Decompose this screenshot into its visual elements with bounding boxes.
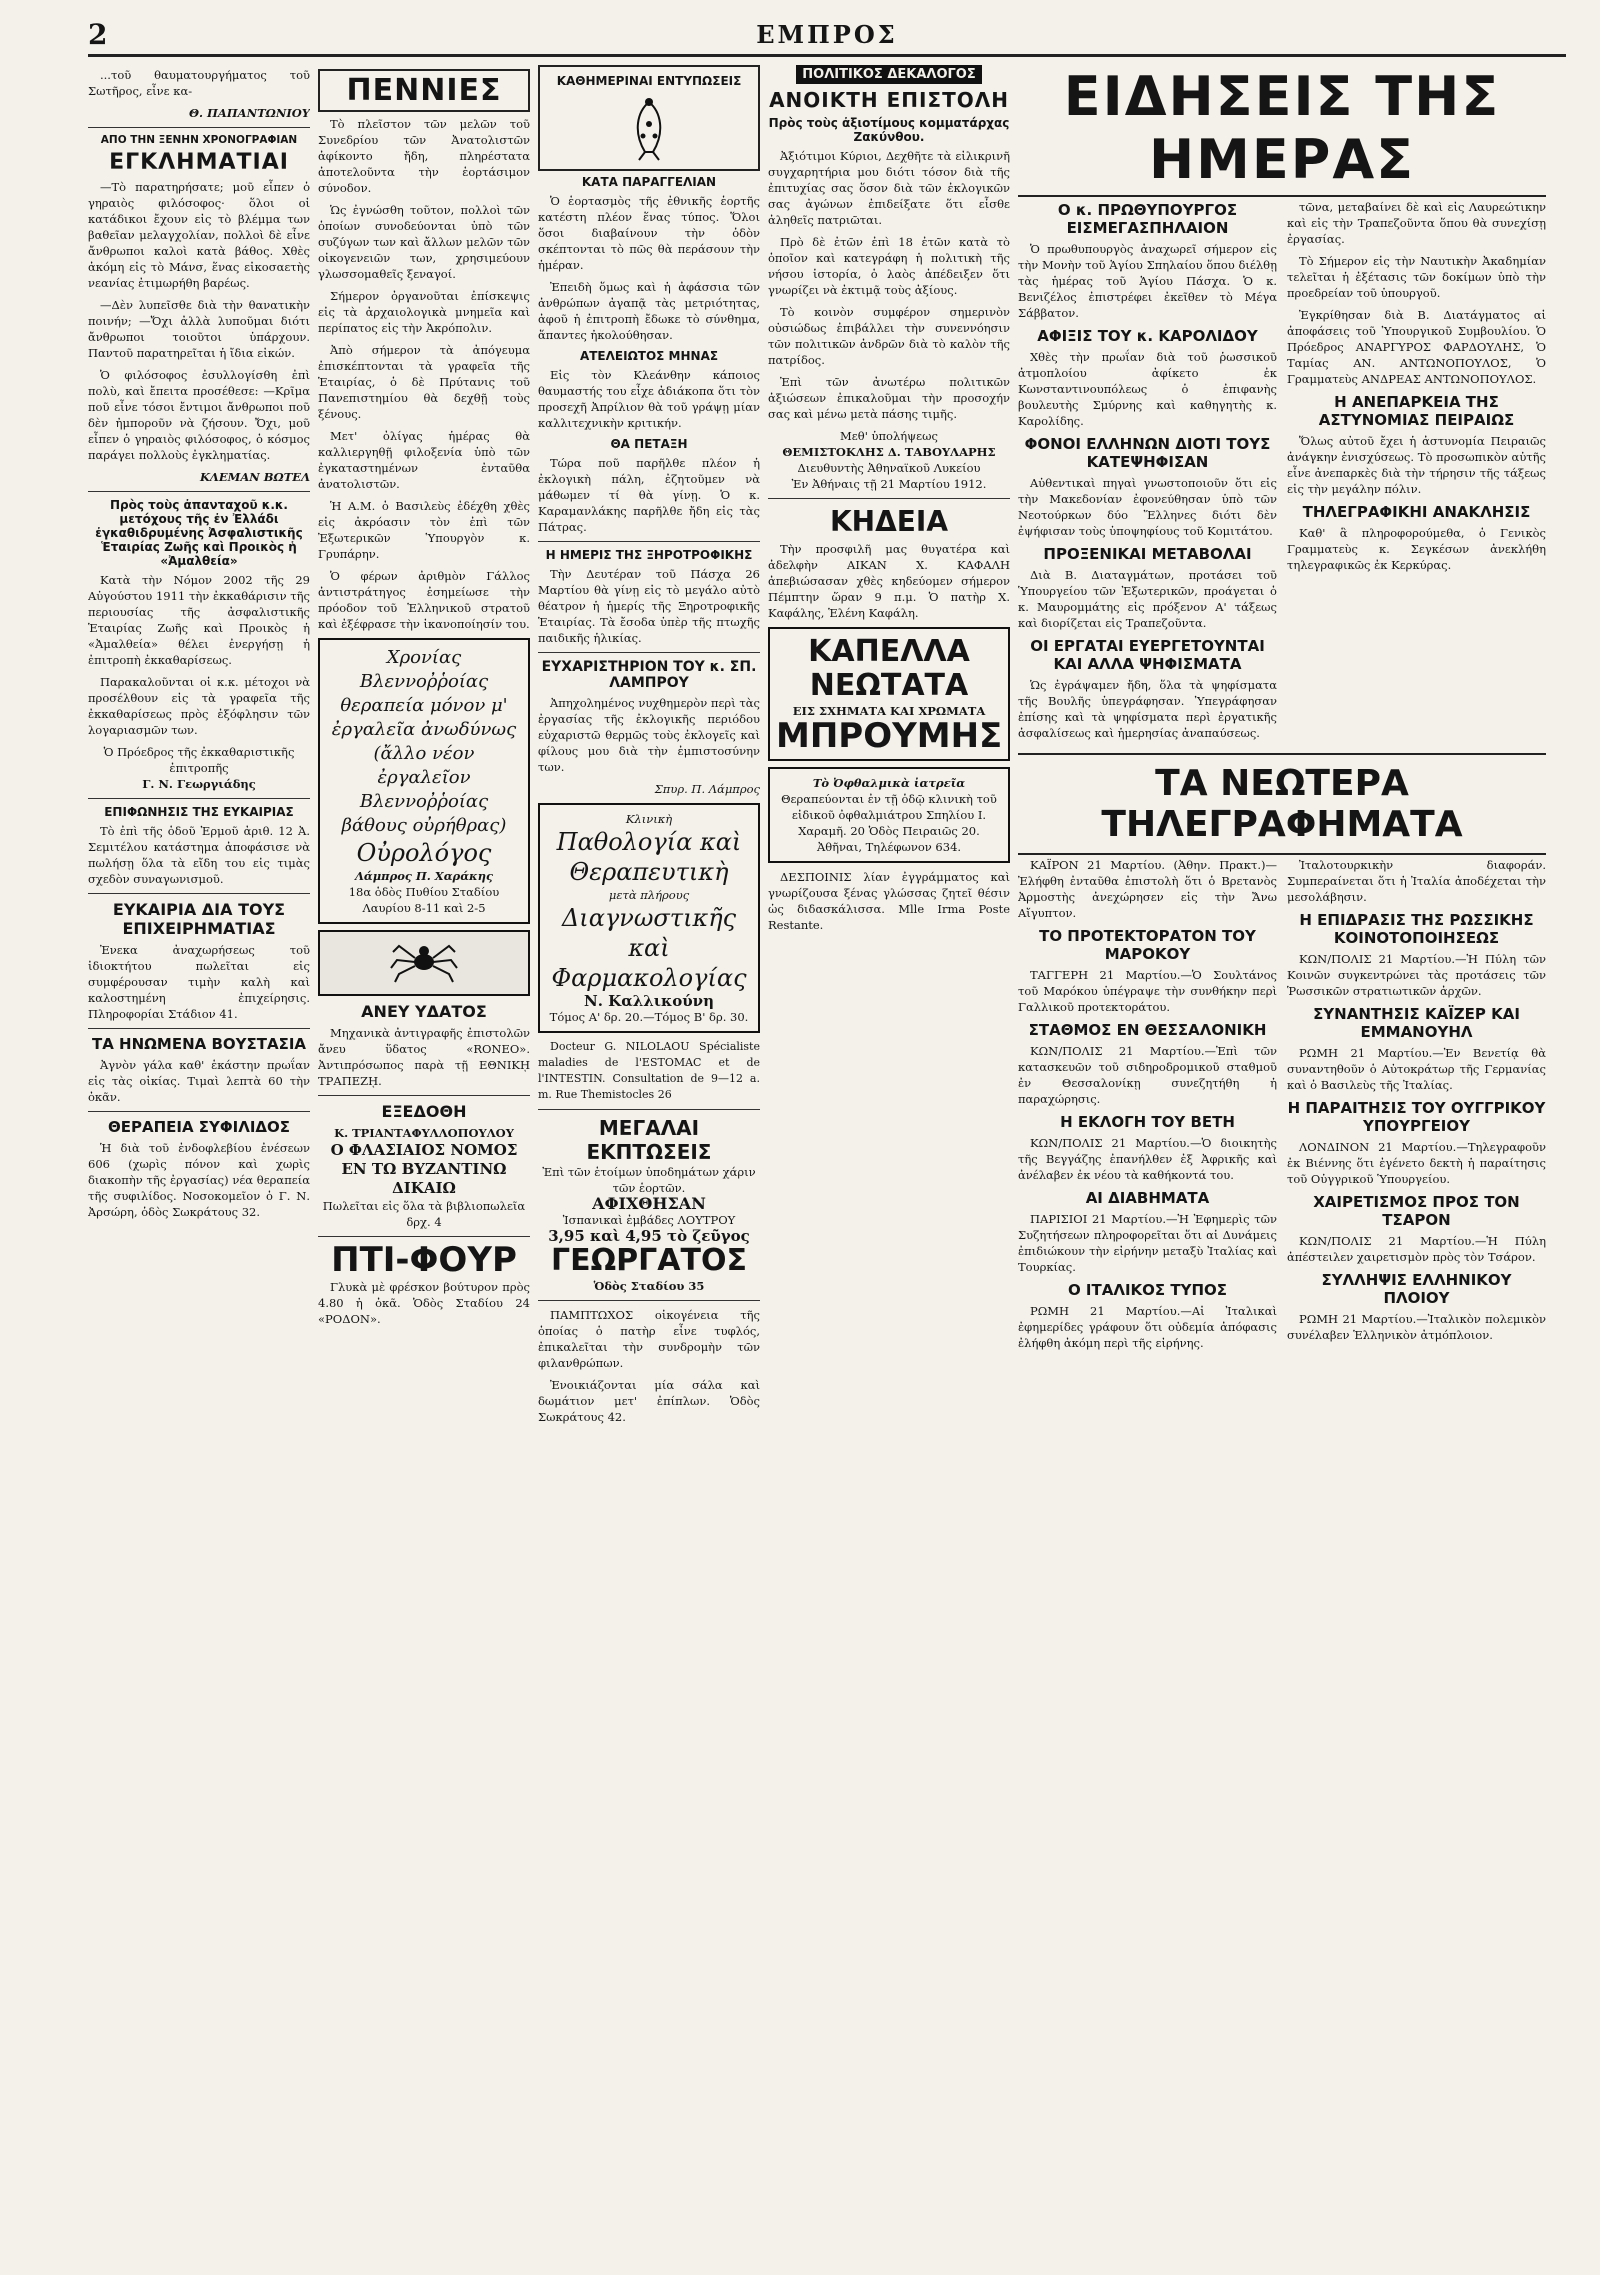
telegrams-right — [1287, 855, 1546, 1357]
funeral-title: ΚΗΔΕΙΑ — [829, 505, 948, 538]
article-text: Τὴν Δευτέραν τοῦ Πάσχα 26 Μαρτίου θὰ γίνῃ εἰς τὸ μεγάλο αὐτὸ θέατρον ἡ ἡμερίς τῆς Ξηροτροφικῆς Ἑταιρίας. Τὰ ἔσοδα ὑπὲρ τῆς πτωχῆς παιδικῆς ἡλικίας. — [538, 567, 760, 645]
telegram-heading: ΣΥΛΛΗΨΙΣ ΕΛΛΗΝΙΚΟΥ ΠΛΟΙΟΥ — [1321, 1271, 1512, 1307]
news-text: τῶνα, μεταβαίνει δὲ καὶ εἰς Λαυρεώτικην καὶ εἰς τὴν Τραπεζοῦντα ὅπου θὰ συνεχίσῃ ἐργασίας. — [1287, 200, 1546, 246]
ad-title: ΕΠΙΦΩΝΗΣΙΣ ΤΗΣ ΕΥΚΑΙΡΙΑΣ — [104, 805, 294, 819]
section-label: ΑΠΟ ΤΗΝ ΞΕΝΗΝ ΧΡΟΝΟΓΡΑΦΙΑΝ — [100, 134, 298, 146]
ad-book-heading: ΕΞΕΔΟΘΗ — [381, 1102, 467, 1121]
telegram-text: ΛΟΝΔΙΝΟΝ 21 Μαρτίου.—Τηλεγραφοῦν ἐκ Βιέννης ὅτι ἐγένετο δεκτὴ ἡ παραίτησις τοῦ Οὐγγρικοῦ Ὑπουργείου. — [1287, 1140, 1546, 1186]
ad-petit-four-text: Γλυκὰ μὲ φρέσκον βούτυρον πρὸς 4.80 ἡ ὀκᾶ. Ὁδὸς Σταδίου 24 «ΡΟΔΟΝ». — [318, 1280, 530, 1326]
telegram-text: ΡΩΜΗ 21 Μαρτίου.—Ἰταλικὸν πολεμικὸν συνέλαβεν Ἑλληνικὸν ἀτμόπλοιον. — [1287, 1312, 1546, 1342]
ad-spider-box — [318, 930, 530, 996]
article-text: —Δὲν λυπεῖσθε διὰ τὴν θανατικὴν ποινήν; —Ὄχι ἀλλὰ λυποῦμαι διότι ἄνθρωποι τοιοῦτοι ὑπάρχουν. Παντοῦ παρατηρεῖται ἡ ἴδια εἰκών. — [88, 298, 310, 360]
ad-hats-title: ΚΑΠΕΛΛΑ ΝΕΩΤΑΤΑ — [808, 634, 970, 703]
ad-shop-name: ΓΕΩΡΓΑΤΟΣ — [551, 1243, 747, 1278]
ad-title: ΘΕΡΑΠΕΙΑ ΣΥΦΙΛΙΔΟΣ — [107, 1118, 291, 1136]
telegram-heading: Η ΕΠΙΔΡΑΣΙΣ ΤΗΣ ΡΩΣΣΙΚΗΣ ΚΟΙΝΟΤΟΠΟΙΗΣΕΩΣ — [1299, 911, 1534, 947]
telegram-heading: Η ΠΑΡΑΙΤΗΣΙΣ ΤΟΥ ΟΥΓΓΡΙΚΟΥ ΥΠΟΥΡΓΕΙΟΥ — [1287, 1099, 1546, 1135]
daily-impressions-header — [538, 65, 760, 171]
masthead — [88, 14, 1566, 57]
telegram-heading: Η ΕΚΛΟΓΗ ΤΟΥ ΒΕΤΗ — [1060, 1113, 1235, 1131]
ad-urologist-text: Χρονίας Βλεννοῤῥοίας θεραπεία μόνον μ' ἐργαλεῖα ἀνωδύνως (ἄλλο νέον ἐργαλεῖον Βλεννοῤῥοίας βάθους οὐρήθρας) — [331, 647, 517, 836]
news-text: Διὰ Β. Διαταγμάτων, προτάσει τοῦ Ὑπουργείου τῶν Ἐξωτερικῶν, προάγεται ὁ κ. Μαυρομμάτης εἰς πρόξενον Α' τάξεως καὶ διορίζεται εἰς Τραπεζοῦντα. — [1018, 568, 1277, 630]
ad-sale-title: ΜΕΓΑΛΑΙ ΕΚΠΤΩΣΕΙΣ — [586, 1116, 712, 1164]
telegram-heading: ΣΥΝΑΝΤΗΣΙΣ ΚΑΪΖΕΡ ΚΑΙ ΕΜΜΑΝΟΥΗΛ — [1313, 1005, 1520, 1041]
thanks-text: Ἀπηχολημένος νυχθημερὸν περὶ τὰς ἐργασίας τῆς ἐκλογικῆς περιόδου εὐχαριστῶ θερμῶς τοὺς ἐκλογεῖς καὶ φίλους μου διὰ τὴν ἐμπιστοσύνην των. — [538, 696, 760, 774]
news-text: Καθ' ἃ πληροφορούμεθα, ὁ Γενικὸς Γραμματεὺς κ. Σεγκέσων ἀνεκλήθη τηλεγραφικῶς ἐκ Κερκύρας. — [1287, 526, 1546, 572]
ad-eye-text: Θεραπεύονται ἐν τῇ ὁδῷ κλινικὴ τοῦ εἰδικοῦ ὀφθαλμιάτρου Σπηλίου Ι. Χαραμῆ. 20 Ὁδὸς Πειραιῶς 20. Ἀθῆναι, Τηλέφωνον 634. — [781, 792, 997, 854]
page-number: 2 — [88, 17, 108, 51]
news-text: Ὁ πρωθυπουργὸς ἀναχωρεῖ σήμερον εἰς τὴν Μονὴν τοῦ Ἁγίου Σπηλαίου ὅπου διέλθῃ τὰς ἡμέρας τοῦ Ἁγίου Πάσχα. Ὁ κ. Βενιζέλος ἐπιστρέφει ἐκεῖθεν τὸ Μέγα Σάββατον. — [1018, 242, 1277, 320]
ad-title: ΕΥΚΑΙΡΙΑ ΔΙΑ ΤΟΥΣ ΕΠΙΧΕΙΡΗΜΑΤΙΑΣ — [112, 900, 286, 938]
article-text: Ἀξιότιμοι Κύριοι, Δεχθῆτε τὰ εἰλικρινῆ συγχαρητήρια μου διότι τόσον διὰ τῆς ἐπιτυχίας σας ὅσον διὰ τῶν ἐκλογικῶν σας ἀγώνων ἐπιδείξατε ὅτι εἶσθε ἀληθεῖς πατριῶται. — [768, 149, 1010, 227]
ad-arrived: ΑΦΙΧΘΗΣΑΝ — [592, 1194, 706, 1213]
ad-book-script: Κλινικὴ — [625, 812, 673, 826]
article-heading: ΘΑ ΠΕΤΑΞΗ — [610, 437, 688, 451]
spider-icon — [389, 938, 459, 984]
telegram-text: ΠΑΡΙΣΙΟΙ 21 Μαρτίου.—Ἡ Ἐφημερὶς τῶν Συζητήσεων πληροφορεῖται ὅτι αἱ Δυνάμεις ἐπιδιώκουν τὴν εἰρήνην μεταξὺ Ἰταλίας καὶ Τουρκίας. — [1018, 1212, 1277, 1274]
peacock-icon — [619, 92, 679, 162]
news-heading: ΤΗΛΕΓΡΑΦΙΚΗΙ ΑΝΑΚΛΗΣΙΣ — [1302, 503, 1531, 521]
ad-shop-address: Ὁδὸς Σταδίου 35 — [593, 1279, 705, 1293]
notice-text: Παρακαλοῦνται οἱ κ.κ. μέτοχοι νὰ προσέλθουν εἰς τὰ γραφεῖα τῆς ἐκκαθαρίσεως πρὸς ἐξόφλησιν τῶν λογαριασμῶν των. — [88, 675, 310, 737]
article-author: ΚΛΕΜΑΝ ΒΩΤΕΛ — [199, 470, 310, 484]
column-3 — [538, 65, 760, 2260]
daily-impressions-title: ΚΑΘΗΜΕΡΙΝΑΙ ΕΝΤΥΠΩΣΕΙΣ — [556, 74, 742, 88]
telegram-heading: ΣΤΑΘΜΟΣ ΕΝ ΘΕΣΣΑΛΟΝΙΚΗ — [1028, 1021, 1267, 1039]
ad-hats-shop: ΜΠΡΟΥΜΗΣ — [776, 716, 1003, 756]
open-letter-subtitle: Πρὸς τοὺς ἀξιοτίμους κομματάρχας Ζακύνθου. — [768, 116, 1010, 144]
news-of-day-title: ΕΙΔΗΣΕΙΣ ΤΗΣ ΗΜΕΡΑΣ — [1018, 65, 1546, 197]
ad-water-text: Μηχανικὰ ἀντιγραφῆς ἐπιστολῶν ἄνευ ὕδατος «RONEO». Ἀντιπρόσωπος παρὰ τῇ ΕΘΝΙΚῌ ΤΡΑΠΕΖῌ. — [318, 1026, 530, 1088]
ad-petit-four-title: ΠΤΙ-ΦΟΥΡ — [331, 1240, 517, 1280]
telegrams-left — [1018, 855, 1277, 1357]
ad-book-line: μετὰ πλήρους — [608, 888, 690, 902]
column-label: ΠΟΛΙΤΙΚΟΣ ΔΕΚΑΛΟΓΟΣ — [796, 65, 981, 84]
ad-urologist-name: Λάμπρος Π. Χαράκης — [354, 869, 494, 883]
column-2 — [318, 65, 530, 2260]
ad-eye-title: Τὸ Ὀφθαλμικὰ ἰατρεῖα — [812, 776, 966, 790]
ad-shoe-price: 3,95 καὶ 4,95 τὸ ζεῦγος — [548, 1227, 750, 1245]
ad-book-script: Διαγνωστικῆς καὶ Φαρμακολογίας — [551, 904, 747, 992]
notice-signed: Ὁ Πρόεδρος τῆς ἐκκαθαριστικῆς ἐπιτροπῆς — [103, 745, 295, 775]
article-heading: ΑΤΕΛΕΙΩΤΟΣ ΜΗΝΑΣ — [579, 349, 719, 363]
news-heading: Η ΑΝΕΠΑΡΚΕΙΑ ΤΗΣ ΑΣΤΥΝΟΜΙΑΣ ΠΕΙΡΑΙΩΣ — [1318, 393, 1515, 429]
news-text: Ἐγκρίθησαν διὰ Β. Διατάγματος αἱ ἀποφάσεις τοῦ Ὑπουργικοῦ Συμβουλίου. Ὁ Πρόεδρος ΑΝΑΡΓΥΡΟΣ ΦΑΡΔΟΥΛΗΣ, Ὁ Ταμίας ΑΝ. ΑΝΤΩΝΟΠΟΥΛΟΣ, Ὁ Γραμματεὺς ΑΝΔΡΕΑΣ ΑΝΤΩΝΟΠΟΥΛΟΣ. — [1287, 308, 1546, 386]
ad-eye-clinic — [768, 767, 1010, 863]
telegram-text: ΚΩΝ/ΠΟΛΙΣ 21 Μαρτίου.—Ἐπὶ τῶν κατασκευῶν τοῦ σιδηροδρομικοῦ σταθμοῦ ἐν Θεσσαλονίκῃ συνεζητήθη ἡ παραχώρησις. — [1018, 1044, 1277, 1106]
paper-name: ΕΜΠΡΟΣ — [756, 19, 898, 49]
ad-urologist-title: Οὐρολόγος — [356, 839, 492, 867]
telegram-heading: ΧΑΙΡΕΤΙΣΜΟΣ ΠΡΟΣ ΤΟΝ ΤΣΑΡΟΝ — [1313, 1193, 1520, 1229]
telegram-text: ΤΑΓΓΕΡΗ 21 Μαρτίου.—Ὁ Σουλτάνος τοῦ Μαρόκου ὑπέγραψε τὴν συνθήκην περὶ Γαλλικοῦ προτεκτοράτου. — [1018, 968, 1277, 1014]
news-right — [1287, 197, 1546, 747]
ad-title: ΤΑ ΗΝΩΜΕΝΑ ΒΟΥΣΤΑΣΙΑ — [91, 1035, 307, 1053]
top-author: Θ. ΠΑΠΑΝΤΩΝΙΟΥ — [188, 106, 310, 120]
letter-signer-role: Διευθυντὴς Ἀθηναϊκοῦ Λυκείου — [797, 461, 981, 475]
ad-rent-text: Ἐνοικιάζονται μία σάλα καὶ δωμάτιον μετ' ἐπίπλων. Ὁδὸς Σωκράτους 42. — [538, 1378, 760, 1424]
article-text: Μετ' ὀλίγας ἡμέρας θὰ καλλιεργηθῇ φιλοξενία ὑπὸ τῶν ἐγκαταστημένων ἐνταῦθα ἀνατολιστῶν. — [318, 429, 530, 491]
letter-closing: Μεθ' ὑπολήψεως — [840, 429, 938, 443]
telegram-text: ΚΩΝ/ΠΟΛΙΣ 21 Μαρτίου.—Ἡ Πύλη ἀπέστειλεν χαιρετισμὸν πρὸς τὸν Τσάρον. — [1287, 1234, 1546, 1264]
ad-book-price: Τόμος Α' δρ. 20.—Τόμος Β' δρ. 30. — [549, 1010, 749, 1024]
funeral-text: Τὴν προσφιλῆ μας θυγατέρα καὶ ἀδελφὴν ΑΙΚΑΝ Χ. ΚΑΦΑΛΗ ἀπεβιώσασαν χθὲς κηδεύομεν σήμερον Πέμπτην ὥραν 9 π.μ. Ὁ πατὴρ Χ. Καφάλης, Ἑλένη Καφάλη. — [768, 542, 1010, 620]
news-two-cols — [1018, 197, 1546, 747]
column-1-top-text: ...τοῦ θαυματουργήματος τοῦ Σωτῆρος, εἶνε κα- — [88, 68, 310, 98]
telegram-heading: ΤΟ ΠΡΟΤΕΚΤΟΡΑΤΟΝ ΤΟΥ ΜΑΡΟΚΟΥ — [1039, 927, 1256, 963]
thanks-title: ΕΥΧΑΡΙΣΤΗΡΙΟΝ ΤΟΥ κ. ΣΠ. ΛΑΜΠΡΟΥ — [541, 659, 757, 691]
ad-book-author: Ν. Καλλικούνη — [584, 992, 714, 1010]
notice-text: Κατὰ τὴν Νόμον 2002 τῆς 29 Αὐγούστου 1911 τὴν ἐκκαθάρισιν τῆς περιουσίας τῆς ἀσφαλιστικῆς Ἑταιρίας Ζωῆς καὶ Προικὸς ἡ «Ἀμαλθεία» θέλει ἐνεργήσῃ ἡ ἐπιτροπὴ ἐκκαθαρίσεως. — [88, 573, 310, 667]
article-text: Ὁ φιλόσοφος ἐσυλλογίσθη ἐπὶ πολὺ, καὶ ἔπειτα προσέθεσε: —Κρῖμα ποῦ εἶνε τόσοι ἔντιμοι ἄνθρωποι ποῦ δὲν ἠμποροῦν νὰ ζήσουν. Ὄχι, μοῦ εἶπεν ὁ γηραιὸς φιλόσοφος, ὁ κόσμος παράγει πολλοὺς ἐγκληματίας. — [88, 368, 310, 462]
telegram-text: ΚΑΪΡΟΝ 21 Μαρτίου. (Ἀθην. Πρακτ.)— Ἐλήφθη ἐνταῦθα ἐπιστολὴ ὅτι ὁ Βρετανὸς Ἀρμοστὴς ἀνεχώρησεν εἰς τὴν Ἄνω Αἴγυπτον. — [1018, 858, 1277, 920]
news-heading: ΦΟΝΟΙ ΕΛΛΗΝΩΝ ΔΙΟΤΙ ΤΟΥΣ ΚΑΤΕΨΗΦΙΣΑΝ — [1024, 435, 1271, 471]
section-title-pennies: ΠΕΝΝΙΕΣ — [318, 69, 530, 112]
ad-book-title: Ο ΦΛΑΣΙΑΙΟΣ ΝΟΜΟΣ ΕΝ ΤΩ ΒΥΖΑΝΤΙΝΩ ΔΙΚΑΙΩ — [330, 1141, 518, 1197]
article-text: Ὁ φέρων ἀριθμὸν Γάλλος ἀντιστράτηγος ἐσημείωσε τὴν πρόοδον τοῦ Ἑλληνικοῦ στρατοῦ καὶ ἐξέφρασε τὴν ἱκανοποίησίν του. — [318, 569, 530, 631]
news-text: Χθὲς τὴν πρωΐαν διὰ τοῦ ῥωσσικοῦ ἀτμοπλοίου ἀφίκετο ἐκ Κωνσταντινουπόλεως ὁ ἐπιφανὴς βουλευτὴς Σμύρνης καὶ καθηγητὴς κ. Καρολίδης. — [1018, 350, 1277, 428]
latest-telegrams-title: ΤΑ ΝΕΩΤΕΡΑ ΤΗΛΕΓΡΑΦΗΜΑΤΑ — [1018, 753, 1546, 855]
thanks-signature: Σπυρ. Π. Λάμπρος — [654, 782, 760, 796]
news-left — [1018, 197, 1277, 747]
ad-doctor-text: Docteur G. NILOLAOU Spécialiste maladies de l'ESTOMAC et de l'INTESTIN. Consultation de 9—12 a. m. Rue Themistocles 26 — [538, 1040, 760, 1101]
open-letter-title: ΑΝΟΙΚΤΗ ΕΠΙΣΤΟΛΗ — [769, 88, 1009, 112]
ad-water-title: ΑΝΕΥ ΥΔΑΤΟΣ — [361, 1002, 487, 1021]
article-text: —Τὸ παρατηρήσατε; μοῦ εἶπεν ὁ γηραιὸς φιλόσοφος· ὅλοι οἱ κατάδικοι ἔχουν εἰς τὸ βλέμμα των βαθεῖαν μελαγχολίαν, πολλοὶ δὲ εἶνε ἄνθρωποι καλοὶ κατὰ βάθος. Χθὲς ἀκόμη εἰς τὸ Μάνσ, ἕνας εἰκοσαετὴς νεανίας ἐτιμωρήθη βαρέως. — [88, 180, 310, 290]
article-heading: Η ΗΜΕΡΙΣ ΤΗΣ ΞΗΡΟΤΡΟΦΙΚΗΣ — [545, 548, 753, 562]
article-text: Τὸ πλεῖστον τῶν μελῶν τοῦ Συνεδρίου τῶν Ἀνατολιστῶν ἀφίκοντο ἤδη, πληρέστατα ἀποτελοῦντα τὴν ἑορτάσιμον σύνοδον. — [318, 117, 530, 195]
column-5 — [1018, 65, 1546, 2260]
news-heading: Ο κ. ΠΡΩΘΥΠΟΥΡΓΟΣ ΕΙΣΜΕΓΑΣΠΗΛΑΙΟΝ — [1057, 201, 1238, 237]
telegram-heading: ΑΙ ΔΙΑΒΗΜΑΤΑ — [1085, 1189, 1210, 1207]
news-text: Τὸ Σήμερον εἰς τὴν Ναυτικὴν Ἀκαδημίαν τελεῖται ἡ ἐξέτασις τῶν δοκίμων ὑπὸ τὴν προεδρείαν τοῦ ὑπουργοῦ. — [1287, 254, 1546, 300]
article-text: Σήμερον ὀργανοῦται ἐπίσκεψις εἰς τὰ ἀρχαιολογικὰ μνημεῖα καὶ περίπατος εἰς τὴν Ἀκρόπολιν. — [318, 289, 530, 335]
article-text: Πρὸ δὲ ἐτῶν ἐπὶ 18 ἐτῶν κατὰ τὸ ὁποῖον καὶ κατεγράφη ἡ πολιτικὴ τῆς νήσου ἱστορία, ὁ λαὸς ἀπέδειξεν ὅτι γνωρίζει νὰ ἐκτιμᾷ τοὺς ἀξίους. — [768, 235, 1010, 297]
ad-hats — [768, 627, 1010, 761]
news-text: Αὐθεντικαὶ πηγαὶ γνωστοποιοῦν ὅτι εἰς τὴν Μακεδονίαν ἐφονεύθησαν ὑπὸ τῶν Νεοτούρκων δύο Ἕλληνες διότι δὲν ἐψήφισαν τοὺς ὑποψηφίους τοῦ Κομιτάτου. — [1018, 476, 1277, 538]
ad-sale-text: Ἐπὶ τῶν ἑτοίμων ὑποδημάτων χάριν τῶν ἑορτῶν. — [542, 1165, 756, 1195]
ad-book-script: Παθολογία καὶ Θεραπευτικὴ — [556, 828, 742, 886]
telegram-text: ΡΩΜΗ 21 Μαρτίου.—Ἐν Βενετίᾳ θὰ συναντηθοῦν ὁ Αὐτοκράτωρ τῆς Γερμανίας καὶ ὁ Βασιλεὺς τῆς Ἰταλίας. — [1287, 1046, 1546, 1092]
article-text: Εἰς τὸν Κλεάνθην κάποιος θαυμαστής του εἶχε ἀδιάκοπα ὅτι τὸν προσεχῆ Ἀπρίλιον θὰ τοῦ γράψῃ μίαν καλλιτεχνικὴν κριτικήν. — [538, 368, 760, 430]
column-4 — [768, 65, 1010, 2260]
telegram-text: ΚΩΝ/ΠΟΛΙΣ 21 Μαρτίου.—Ἡ Πύλη τῶν Κοινῶν συγκεντρώνει τὰς προτάσεις τῶν Ῥωσσικῶν στρατιωτικῶν ἀρχῶν. — [1287, 952, 1546, 998]
news-heading: ΠΡΟΞΕΝΙΚΑΙ ΜΕΤΑΒΟΛΑΙ — [1043, 545, 1252, 563]
letter-date: Ἐν Ἀθήναις τῇ 21 Μαρτίου 1912. — [791, 477, 987, 491]
section-title-criminals: ΕΓΚΛΗΜΑΤΙΑΙ — [109, 150, 289, 175]
ad-text: Ἡ διὰ τοῦ ἐνδοφλεβίου ἐνέσεων 606 (χωρὶς πόνον καὶ χωρὶς διακοπὴν τῆς ἐργασίας) νέα θεραπεία τῆς συφιλίδος. Νοσοκομεῖον ὁ Γ. Ν. Ἀρσώρη, ὁδὸς Σωκράτους 32. — [88, 1141, 310, 1219]
column-1 — [88, 65, 310, 2260]
ad-charity-text: ΠΑΜΠΤΩΧΟΣ οἰκογένεια τῆς ὁποίας ὁ πατὴρ εἶνε τυφλός, ἐπικαλεῖται τὴν συνδρομὴν τῶν φιλανθρώπων. — [538, 1308, 760, 1370]
news-heading: ΟΙ ΕΡΓΑΤΑΙ ΕΥΕΡΓΕΤΟΥΝΤΑΙ ΚΑΙ ΑΛΛΑ ΨΗΦΙΣΜΑΤΑ — [1030, 637, 1265, 673]
notice-signer: Γ. Ν. Γεωργιάδης — [142, 777, 256, 791]
article-text: Ὡς ἐγνώσθη τοῦτον, πολλοὶ τῶν ὁποίων συνοδεύονται ὑπὸ τῶν συζύγων των καὶ ἄλλων μελῶν τῶν οἰκογενειῶν των, χρησιμεύουν γλωσσομαθεῖς ξεναγοί. — [318, 203, 530, 281]
news-text: Ὡς ἐγράψαμεν ἤδη, ὅλα τὰ ψηφίσματα τῆς Βουλῆς ὑπεγράφησαν. Ὑπεγράφησαν ἐπίσης καὶ τὰ ψηφίσματα περὶ ἐργατικῆς ἀσφαλίσεως καὶ ἡμερησίας ἀναπαύσεως. — [1018, 678, 1277, 740]
notice-title: Πρὸς τοὺς ἀπανταχοῦ κ.κ. μετόχους τῆς ἐν Ἐλλάδι ἐγκαθιδρυμένης Ἀσφαλιστικῆς Ἑταιρίας Ζωῆς καὶ Προικὸς ἡ «Ἀμαλθεία» — [95, 498, 303, 568]
telegram-text: ΡΩΜΗ 21 Μαρτίου.—Αἱ Ἰταλικαὶ ἐφημερίδες γράφουν ὅτι οὐδεμία ἀπόφασις ἐλήφθη ἀκόμη περὶ τῆς εἰρήνης. — [1018, 1304, 1277, 1350]
telegram-heading: Ο ΙΤΑΛΙΚΟΣ ΤΥΠΟΣ — [1067, 1281, 1228, 1299]
telegrams-two-cols — [1018, 855, 1546, 1357]
article-text: Τὸ κοινὸν συμφέρον σημερινὸν οὐσιώδως ἐπιβάλλει τὴν συνεννόησιν τῶν πολιτικῶν ἀνδρῶν διὰ τὸ καλὸν τῆς πατρίδος. — [768, 305, 1010, 367]
ad-text: Τὸ ἐπὶ τῆς ὁδοῦ Ἑρμοῦ ἀριθ. 12 Ἀ. Σεμιτέλου κατάστημα ἀποφάσισε νὰ πωλήσῃ ὅλα τὰ εἴδη του εἰς τιμὰς σχεδὸν συναγωνισμοῦ. — [88, 824, 310, 886]
ad-text: Ἀγνὸν γάλα καθ' ἑκάστην πρωΐαν εἰς τὰς οἰκίας. Τιμαὶ λεπτὰ 60 τὴν ὀκᾶν. — [88, 1058, 310, 1104]
ad-shoe-line: Ἱσπανικαὶ ἐμβάδες ΛΟΥΤΡΟΥ — [562, 1213, 736, 1227]
ad-book-note: Πωλεῖται εἰς ὅλα τὰ βιβλιοπωλεῖα δρχ. 4 — [322, 1199, 526, 1229]
ad-hats-sub: ΕΙΣ ΣΧΗΜΑΤΑ ΚΑΙ ΧΡΩΜΑΤΑ — [792, 704, 986, 718]
article-text: Τώρα ποῦ παρῆλθε πλέον ἡ ἐκλογικὴ πάλη, ἐζητοῦμεν νὰ μάθωμεν τί θὰ γίνῃ. Ὁ κ. Καραμανλάκης παρῆλθε ἤδη εἰς τὰς Πάτρας. — [538, 456, 760, 534]
article-text: Ὁ ἑορτασμὸς τῆς ἐθνικῆς ἑορτῆς κατέστη πλέον ἕνας τύπος. Ὅλοι ὅσοι διαβαίνουν τὴν ὁδὸν σκέπτονται τὸ πῶς θὰ περάσουν τὴν ἡμέραν. — [538, 194, 760, 272]
columns — [88, 65, 1566, 2260]
news-heading: ΑΦΙΞΙΣ ΤΟΥ κ. ΚΑΡΟΛΙΔΟΥ — [1037, 327, 1258, 345]
article-text: Ἐπειδὴ ὅμως καὶ ἡ ἀφάσσια τῶν ἀνθρώπων ἀγαπᾷ τὰς μετριότητας, ἀφοῦ ἡ ἐπιτροπὴ ἔδωκε τὸ σύνθημα, ἅπαντες ἠκολούθησαν. — [538, 280, 760, 342]
telegram-text: Ἰταλοτουρκικὴν διαφοράν. Συμπεραίνεται ὅτι ἡ Ἰταλία ἀποδέχεται τὴν μεσολάβησιν. — [1287, 858, 1546, 904]
letter-signer: ΘΕΜΙΣΤΟΚΛΗΣ Δ. ΤΑΒΟΥΛΑΡΗΣ — [782, 445, 996, 459]
telegram-text: ΚΩΝ/ΠΟΛΙΣ 21 Μαρτίου.—Ὁ διοικητὴς τῆς Βεγγάζης ἐπανήλθεν ἐξ Ἀφρικῆς καὶ ἀνέλαβεν ἐκ νέου τὰ καθήκοντά του. — [1018, 1136, 1277, 1182]
ad-urologist-address: 18α ὁδὸς Πυθίου Σταδίου Λαυρίου 8-11 καὶ 2-5 — [348, 885, 500, 915]
ad-text: Ἐνεκα ἀναχωρήσεως τοῦ ἰδιοκτήτου πωλεῖται εἰς συμφέρουσαν τιμὴν καλὴ καὶ καλοστημένη ἐπιχείρησις. Πληροφορίαι Στάδιον 41. — [88, 943, 310, 1021]
ad-urologist — [318, 638, 530, 924]
news-text: Ὅλως αὐτοῦ ἔχει ἡ ἀστυνομία Πειραιῶς ἀνάγκην ἐνισχύσεως. Τὸ προσωπικὸν αὐτῆς εἶνε ἀνεπαρκὲς διὰ τὴν τήρησιν τῆς τάξεως εἰς τὴν μεγάλην πόλιν. — [1287, 434, 1546, 496]
ad-book-author: Κ. ΤΡΙΑΝΤΑΦΥΛΛΟΠΟΥΛΟΥ — [334, 1126, 514, 1140]
ad-governess-text: ΔΕΣΠΟΙΝΙΣ λίαν ἐγγράμματος καὶ γνωρίζουσα ξένας γλώσσας ζητεῖ θέσιν ὡς διδασκάλισσα. Mlle Irma Poste Restante. — [768, 870, 1010, 932]
ad-pathology-book — [538, 803, 760, 1033]
article-text: Ἐπὶ τῶν ἀνωτέρω πολιτικῶν ἀξιώσεων ἐπικαλοῦμαι τὴν προσοχήν σας καὶ μένω μετὰ πάσης τιμῆς. — [768, 375, 1010, 421]
article-subtitle: ΚΑΤΑ ΠΑΡΑΓΓΕΛΙΑΝ — [581, 175, 717, 189]
article-text: Ἡ Α.Μ. ὁ Βασιλεὺς ἐδέχθη χθὲς εἰς ἀκρόασιν τὸν ἐπὶ τῶν Ἐξωτερικῶν Ὑπουργὸν κ. Γρυπάρην. — [318, 499, 530, 561]
article-text: Ἀπὸ σήμερον τὰ ἀπόγευμα ἐπισκέπτονται τὰ γραφεῖα τῆς Ἑταιρίας, ὁ δὲ Πρύτανις τοῦ Πανεπιστημίου θὰ δεχθῇ τοὺς ξένους. — [318, 343, 530, 421]
